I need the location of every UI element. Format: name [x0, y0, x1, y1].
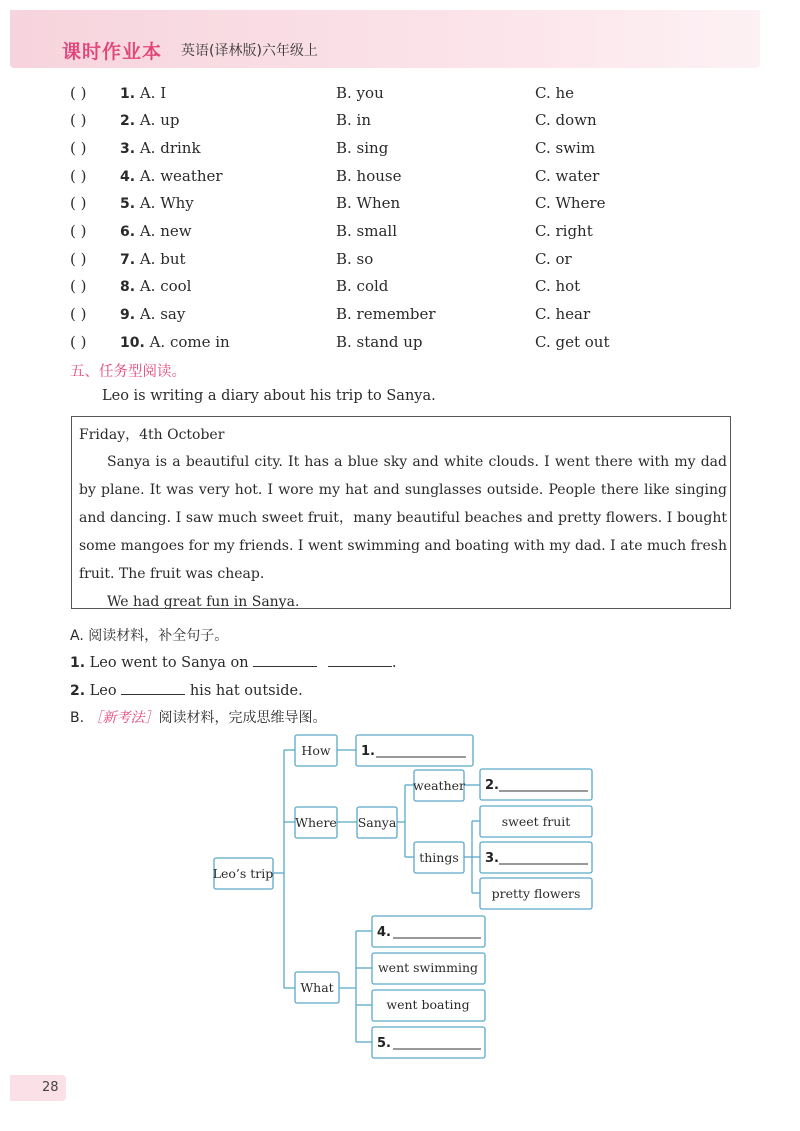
mindmap-label-weather: weather	[413, 778, 465, 793]
blank-number-1: 1.	[361, 744, 375, 759]
question-option-a: 3. A. drink	[120, 139, 201, 157]
question-option-c: C. Where	[535, 194, 606, 212]
question-option-a: 8. A. cool	[120, 277, 192, 295]
question-option-c: C. hear	[535, 305, 591, 323]
question-option-c: C. water	[535, 167, 600, 185]
question-option-c: C. get out	[535, 333, 610, 351]
book-title: 课时作业本	[62, 41, 163, 63]
blank-number-2: 2.	[485, 778, 499, 793]
blank-number-3: 3.	[485, 851, 499, 866]
mindmap-label-root: Leo’s trip	[212, 866, 274, 881]
question-option-a: 4. A. weather	[120, 167, 223, 185]
page-number: 28	[42, 1080, 59, 1095]
section-title: 五、任务型阅读。	[70, 364, 186, 380]
mindmap-label-how: How	[301, 743, 331, 758]
section-intro: Leo is writing a diary about his trip to Sanya.	[102, 388, 436, 404]
question-option-b: B. stand up	[336, 333, 423, 351]
page-number-tab	[10, 1075, 66, 1101]
blank-number-4: 4.	[377, 925, 391, 940]
question-option-c: C. or	[535, 250, 572, 268]
mindmap-label-sanya: Sanya	[357, 815, 397, 830]
question-option-c: C. right	[535, 222, 593, 240]
mindmap-label-things: things	[419, 850, 459, 865]
mindmap-label-what: What	[300, 980, 334, 995]
new-method-tag: ［新考法］	[88, 710, 159, 726]
question-option-b: B. you	[336, 84, 384, 102]
blank-number-5: 5.	[377, 1036, 391, 1051]
answer-paren[interactable]: ( )	[70, 305, 87, 323]
answer-paren[interactable]: ( )	[70, 333, 87, 351]
mindmap-label-where: Where	[295, 815, 337, 830]
answer-paren[interactable]: ( )	[70, 139, 87, 157]
mindmap-label-went-boating: went boating	[386, 997, 470, 1012]
question-option-b: B. sing	[336, 139, 389, 157]
answer-paren[interactable]: ( )	[70, 194, 87, 212]
question-option-c: C. he	[535, 84, 575, 102]
question-option-c: C. hot	[535, 277, 581, 295]
question-option-b: B. house	[336, 167, 402, 185]
diary-paragraph: Sanya is a beautiful city. It has a blue sky and white clouds. I went there with my dad by plane. It was very hot. I wore my hat and sunglasses outside. People there like singing and dancing. I saw much sweet fruit，many beautiful beaches and pretty flowers. I bought some mangoes for my friends. I went swimming and boating with my dad. I ate much fresh fruit. The fruit was cheap.	[79, 454, 727, 582]
part-a-heading: A. 阅读材料，补全句子。	[70, 628, 229, 644]
mindmap-label-went-swimming: went swimming	[377, 960, 479, 975]
question-option-a: 6. A. new	[120, 222, 192, 240]
answer-paren[interactable]: ( )	[70, 222, 87, 240]
book-subject: 英语(译林版)六年级上	[181, 43, 318, 59]
part-b-heading: B. ［新考法］阅读材料，完成思维导图。	[70, 710, 327, 726]
diary-date: Friday，4th October	[79, 427, 225, 443]
answer-paren[interactable]: ( )	[70, 277, 87, 295]
question-option-b: B. cold	[336, 277, 389, 295]
question-option-c: C. down	[535, 111, 597, 129]
mindmap-label-sweet-fruit: sweet fruit	[501, 814, 571, 829]
question-option-a: 5. A. Why	[120, 194, 194, 212]
question-option-a: 1. A. I	[120, 84, 167, 102]
question-option-b: B. When	[336, 194, 401, 212]
question-option-a: 7. A. but	[120, 250, 186, 268]
answer-paren[interactable]: ( )	[70, 84, 87, 102]
fill-question-2: 2. Leo his hat outside.	[70, 680, 303, 699]
question-option-b: B. remember	[336, 305, 436, 323]
question-option-a: 10. A. come in	[120, 333, 230, 351]
answer-paren[interactable]: ( )	[70, 250, 87, 268]
question-option-a: 2. A. up	[120, 111, 180, 129]
question-option-c: C. swim	[535, 139, 596, 157]
question-option-b: B. in	[336, 111, 372, 129]
question-option-b: B. small	[336, 222, 398, 240]
answer-paren[interactable]: ( )	[70, 111, 87, 129]
answer-paren[interactable]: ( )	[70, 167, 87, 185]
question-option-a: 9. A. say	[120, 305, 186, 323]
diary-paragraph: We had great fun in Sanya.	[107, 594, 300, 610]
mindmap-label-pretty-flowers: pretty flowers	[491, 886, 581, 901]
fill-question-1: 1. Leo went to Sanya on .	[70, 652, 396, 671]
question-option-b: B. so	[336, 250, 374, 268]
